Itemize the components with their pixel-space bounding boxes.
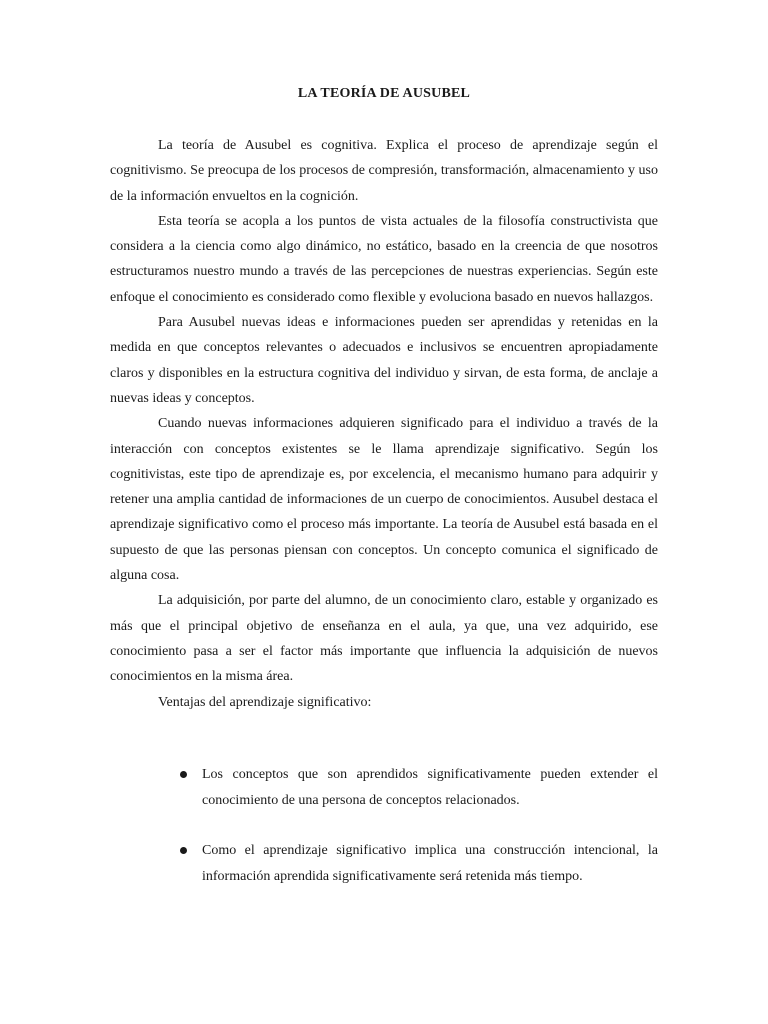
- bullet-icon: [180, 847, 187, 854]
- list-item: [110, 838, 658, 890]
- list-item-text: Como el aprendizaje significativo implica una construcción intencional, la información aprendida significativamente será retenida más tiempo.: [202, 843, 658, 884]
- document-body: [110, 133, 658, 715]
- advantages-list: [110, 762, 658, 914]
- list-item: [110, 762, 658, 814]
- paragraph: La adquisición, por parte del alumno, de un conocimiento claro, estable y organizado es más que el principal objetivo de enseñanza en el aula, ya que, una vez adquirido, ese conocimiento pasa a ser el factor más importante que influencia la adquisición de nuevos conocimientos en la misma área.: [110, 593, 658, 685]
- paragraph: Cuando nuevas informaciones adquieren significado para el individuo a través de la interacción con conceptos existentes se le llama aprendizaje significativo. Según los cognitivistas, este tipo de aprendizaje es, por excelencia, el mecanismo humano para adquirir y retener una amplia cantidad de informaciones de un cuerpo de conocimientos. Ausubel destaca el aprendizaje significativo como el proceso más importante. La teoría de Ausubel está basada en el supuesto de que las personas piensan con conceptos. Un concepto comunica el significado de alguna cosa.: [110, 416, 658, 584]
- document-title: LA TEORÍA DE AUSUBEL: [297, 86, 471, 101]
- list-intro: Ventajas del aprendizaje significativo:: [158, 694, 372, 710]
- paragraph: Para Ausubel nuevas ideas e informaciones pueden ser aprendidas y retenidas en la medida en que conceptos relevantes o adecuados e inclusivos se encuentren apropiadamente claros y disponibles en la estructura cognitiva del individuo y sirvan, de esta forma, de anclaje a nuevas ideas y conceptos.: [110, 315, 658, 406]
- paragraph: Esta teoría se acopla a los puntos de vista actuales de la filosofía constructivista que considera a la ciencia como algo dinámico, no estático, basado en la creencia de que nosotros estructuramos nuestro mundo a través de las percepciones de nuestras experiencias. Según este enfoque el conocimiento es considerado como flexible y evoluciona basado en nuevos hallazgos.: [110, 213, 658, 305]
- bullet-icon: [180, 771, 187, 778]
- paragraph: La teoría de Ausubel es cognitiva. Explica el proceso de aprendizaje según el cognitivismo. Se preocupa de los procesos de compresión, transformación, almacenamiento y uso de la información envueltos en la cognición.: [110, 138, 658, 204]
- list-item-text: Los conceptos que son aprendidos significativamente pueden extender el conocimiento de una persona de conceptos relacionados.: [202, 767, 658, 808]
